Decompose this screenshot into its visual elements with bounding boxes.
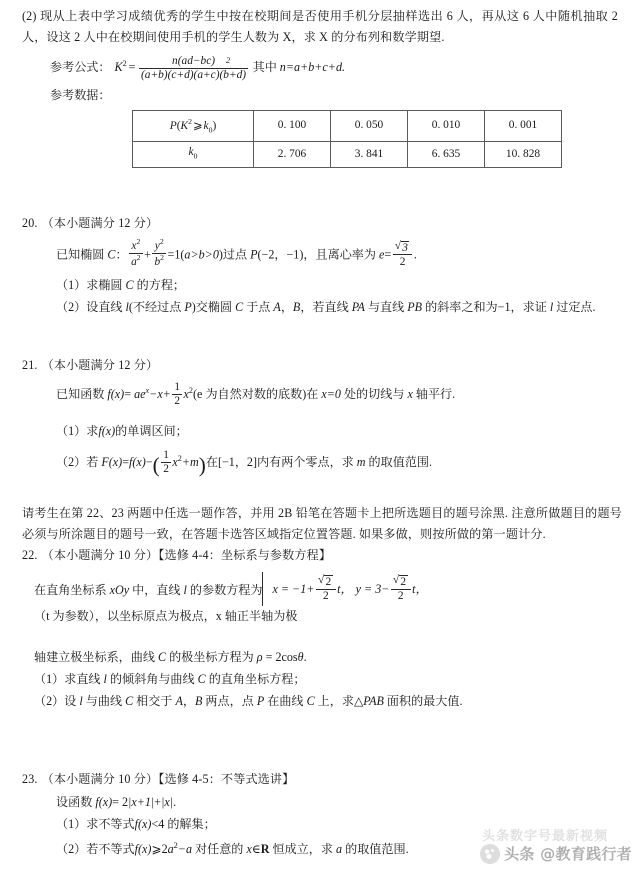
q22-param-note: （t 为参数） [34,609,95,623]
q22-parametric-system [262,572,427,606]
q20-item2-t6: ，若直线 [300,300,352,314]
q22-item2-t6: 在曲线 [264,694,307,708]
q20-ellipse-name: C [107,247,116,262]
reference-formula-label: 参考公式： [50,60,111,75]
q21-exp-power: x [145,386,150,395]
q20-point-coords: (−2，−1) [257,247,304,262]
q21-item1-t2: 的单调区间； [115,424,188,438]
q23-equals-2: = 2 [112,795,129,809]
q22-item2-triangle-pab: PAB [363,694,384,708]
q21-item2-f: f [129,455,133,470]
q22-header [22,546,331,565]
q20-item2-t2: (不经过点 [128,300,185,314]
q20-fraction-x2-a2: $\frac{x^2}{a^2}$ [131,237,141,268]
q22-item2-t1: （2）设 [34,694,80,708]
q23-function-arg: (x) [98,795,113,809]
table-cell: 0. 010 [408,111,485,142]
q20-item2-t4: 于点 [243,300,274,314]
formula-fraction [139,55,248,82]
q22-param-row-y [355,575,428,603]
q22-item-1 [34,668,306,690]
q21-function-arg: (x) [110,387,125,402]
q20-ecc-equals: = [384,247,392,262]
q21-item2-t4: 的取值范围. [365,455,433,470]
q21-minus-x: −x+ [149,387,171,402]
formula-note-prefix: 其中 [252,60,277,75]
q20-period: . [413,247,417,262]
q20-item2-point-p: P [184,300,192,314]
q20-item2-t5: ， [280,300,293,314]
q20-item2-t7: 与直线 [364,300,408,314]
q20-close-paren: ) [218,247,223,262]
formula-k: $K^2$ [114,59,127,75]
q21-item-1 [56,420,188,442]
formula-numerator-exponent: 2 [226,56,231,65]
q21-coefficient-a: a [134,387,141,402]
q21-item2-t3: 内有两个零点，求 [257,455,357,470]
q20-fraction-y2-b2: $\frac{y^2}{b^2}$ [154,237,164,268]
q22-item2-point-p: P [256,694,265,708]
q23-item2-in: ∈ [251,842,261,857]
table-cell: 0. 001 [485,111,562,142]
q23-tag: 【选修 4-5：不等式选讲】 [158,772,295,786]
q21-item2-interval: [−1，2] [217,455,258,470]
q20-score: （本小题满分 12 分） [41,216,159,230]
q23-item2-a-squared: $a^2$ [167,841,178,857]
q21-item1-f: f [98,424,102,438]
q21-item2-x-power: 2 [177,454,182,463]
q21-e-note: (e 为自然对数的底数) [193,387,307,402]
q21-x-squared: $x^2$ [183,386,194,402]
q23-item2-t1: （2）若不等式 [56,842,135,857]
q21-function-f: f [107,387,111,402]
table-cell: 2. 706 [254,142,331,168]
q22-coord-system: xOy [109,583,130,597]
q20-plus: + [144,247,151,262]
q21-item2-t2: 在 [205,455,218,470]
q20-header [22,214,158,233]
q23-stem-t2: . [173,795,177,809]
q20-condition: a>b>0 [184,247,219,262]
q20-item-1 [56,274,185,296]
q21-score: （本小题满分 12 分） [41,358,159,372]
q22-number: 22. [22,548,38,562]
q23-score: （本小题满分 10 分） [41,772,159,786]
watermark-ghost-text: 头条数字号最新视频 [481,829,608,844]
q23-item2-t3: 恒成立，求 [269,842,337,857]
q21-at-x0: x=0 [321,387,341,402]
q21-stem-t1: 已知函数 [56,387,108,402]
table-row-header-k0: $k_0$ [133,142,254,168]
q21-item1-t1: （1）求 [56,424,99,438]
q20-item2-t8: 的斜率之和为−1，求证 [422,300,550,314]
q21-half-fraction [172,381,182,408]
q22-item2-t4: ， [182,694,195,708]
table-row [133,111,562,142]
q21-half-den: 2 [174,395,181,408]
reference-formula-line [50,55,610,82]
q21-x-power: 2 [188,386,194,395]
q21-stem-t3: 处的切线与 [340,387,408,402]
q22-stem-t1: 在直角坐标系 [34,583,110,597]
q23-item2-a-power: 2 [173,841,178,850]
q23-item1-lt: <4 [151,817,165,831]
q22-stem-line2 [34,646,634,668]
q20-equals-one: =1( [167,247,185,262]
q22-stem-t7: . [303,650,307,664]
reference-data-table-wrapper [132,110,562,168]
q21-item2-x-squared: $x^2$ [172,454,182,470]
q23-item1-f: f [134,817,138,831]
q21-item2-bigF: F [101,455,109,470]
q20-item2-point-a: A [273,300,281,314]
q22-theta: θ [297,650,304,664]
q21-item2-half-fraction [161,449,171,476]
formula-note: n=a+b+c+d. [279,60,346,75]
q22-item2-point-b: B [195,694,203,708]
watermark-text: 头条 @教育践行者 [504,845,632,863]
q21-item2-t1: （2）若 [56,455,102,470]
q22-item2-curve-c: C [125,694,134,708]
q23-header [22,770,294,789]
q22-param-y-fraction [391,575,411,603]
q22-line-l: l [183,583,187,597]
q20-stem [56,238,616,268]
q21-header [22,356,158,375]
q23-stem-t1: 设函数 [56,795,96,809]
formula-equals: = [128,60,136,75]
q22-param-y-radicand: 2 [400,575,407,588]
q22-rho: ρ [256,650,263,664]
q23-number: 23. [22,772,38,786]
q22-param-x-post: t， [337,582,353,596]
q20-item2-curve-c: C [235,300,244,314]
q22-item2-point-a: A [175,694,183,708]
q22-item-2 [34,690,614,712]
q20-item2-line-l2: l [549,300,554,314]
q20-item2-t3: )交椭圆 [191,300,236,314]
q23-item-1 [56,813,216,835]
q23-item1-t1: （1）求不等式 [56,817,135,831]
q20-item-2 [56,296,626,318]
q23-plus: + [154,795,162,809]
q22-stem-line1 [34,572,638,624]
q22-param-y-den: 2 [397,590,404,603]
q23-item2-var-x: x [246,842,252,857]
q21-item2-minus: − [145,455,153,470]
q22-stem-t5: 轴建立极坐标系，曲线 [34,650,158,664]
q22-score: （本小题满分 10 分） [41,548,159,562]
formula-numerator: n(ad−bc) [139,55,248,69]
q19-part2-paragraph [22,6,618,47]
q21-item2-half-den: 2 [163,463,169,476]
q21-item2-eq: = [122,455,130,470]
q22-item2-t8: 面积的最大值. [383,694,463,708]
q20-through: 过点 [222,247,248,262]
q21-stem-t2: 在 [306,387,322,402]
q20-point-label: P [250,247,258,262]
q22-item1-curve-c: C [197,672,206,686]
q22-item2-line-l: l [79,694,83,708]
q23-item-2 [56,835,616,860]
q22-item2-curve-c2: C [306,694,315,708]
q22-item1-t1: （1）求直线 [34,672,104,686]
table-cell: 0. 100 [254,111,331,142]
q20-item1-suffix: 的方程； [133,278,186,292]
q23-function-f: f [95,795,99,809]
q20-item2-point-b: B [292,300,301,314]
table-cell: 3. 841 [331,142,408,168]
q21-item1-fx: (x) [101,424,116,438]
q20-ecc-text: 且离心率为 [315,247,376,262]
q23-item2-t4: 的取值范围. [342,842,409,857]
q20-item2-line-l: l [125,300,129,314]
q23-item2-reals: R [260,842,270,857]
q23-item2-f: f [134,842,138,857]
q23-item2-fx: (x) [138,842,152,857]
q21-item2-fx: (x) [132,455,146,470]
q22-param-y-pre: y = 3− [355,582,390,596]
table-row [133,142,562,168]
q21-exp-term: $e^x$ [140,386,150,402]
q21-item2-half-num: 1 [163,449,169,461]
q22-item2-t7: 上，求△ [314,694,364,708]
q20-ecc-denominator: 2 [399,255,406,268]
q22-item2-t2: 与曲线 [82,694,126,708]
q23-abs-x-plus-1: |x+1| [128,795,155,809]
q22-stem-t4: ，以坐标原点为极点，x 轴正半轴为极 [94,609,298,623]
q22-param-x-fraction [316,575,336,603]
table-cell: 10. 828 [485,142,562,168]
q20-stem-pre: 已知椭圆 [56,247,105,262]
q22-rho-equation: = 2cos [262,650,298,664]
table-cell: 6. 635 [408,142,485,168]
q20-item2-line-pb: PB [407,300,423,314]
q23-item1-t2: 的解集； [164,817,216,831]
q20-number: 20. [22,216,38,230]
q20-item1-curve: C [125,278,134,292]
q21-stem [56,380,626,408]
q23-stem [56,791,176,813]
q22-param-x-den: 2 [322,590,329,603]
q21-stem-t4: 轴平行. [412,387,456,402]
q23-item2-t2: 对任意的 [192,842,247,857]
q20-ecc-symbol: e [378,247,385,262]
q23-item2-param-a: a [336,842,343,857]
q21-x-axis: x [407,387,413,402]
q19-part2-text: (2) 现从上表中学习成绩优秀的学生中按在校期间是否使用手机分层抽样选出 6 人，再从这 6 人中随机抽取 2 人，设这 2 人中在校期间使用手机的学生人数为 X，求 X 的分布列和数学期望. [22,9,618,44]
q22-stem-t6: 的极坐标方程为 [166,650,257,664]
q23-item2-ge: ⩾2 [151,842,168,857]
formula-k-exponent: 2 [122,59,127,69]
q21-item2-right-paren: ) [198,453,206,478]
q22-item1-t2: 的倾斜角与曲线 [106,672,198,686]
formula-denominator: (a+b)(c+d)(a+c)(b+d) [141,69,247,82]
q22-param-x-pre: x = −1+ [272,582,315,596]
q22-stem-t2: 中，直线 [129,583,184,597]
q22-item2-t3: 相交于 [133,694,176,708]
q22-param-y-post: t， [412,582,428,596]
q22-stem-t3: 的参数方程为 [186,583,263,597]
q20-colon: ： [115,247,128,262]
table-row-header-probability: $P(K^2⩾k_0)$ [133,111,254,142]
optional-questions-notice-text: 请考生在第 22、23 两题中任选一题作答，并用 2B 铅笔在答题卡上把所选题目的题号涂黑. 注意所做题目的题号必须与所涂题目的题号一致，在答题卡选答区域指定位置答题. 如果多做，则按所做的第一题计分. [22,506,622,541]
q22-item1-line-l: l [103,672,107,686]
q21-number: 21. [22,358,38,372]
q20-ecc-radicand: 3 [402,241,408,254]
q23-item2-minus-a: −a [177,842,192,857]
reference-data-table [132,110,562,168]
q21-item2-plus-m: +m [181,455,199,470]
q23-item1-fx: (x) [138,817,152,831]
q22-curve-c: C [157,650,167,664]
q22-param-row-x [272,575,355,603]
q21-equals: = [124,387,135,402]
q20-item1-prefix: （1）求椭圆 [56,278,126,292]
q21-item-2 [56,448,626,476]
table-cell: 0. 050 [331,111,408,142]
q20-item2-t1: （2）设直线 [56,300,126,314]
system-brace [262,572,270,606]
q23-abs-x: |x| [161,795,174,809]
optional-questions-notice [22,503,622,544]
q21-item2-Fx: (x) [108,455,123,470]
reference-data-label: 参考数据： [50,88,111,102]
q20-item2-t9: 过定点. [553,300,596,314]
q20-item2-line-pa: PA [351,300,365,314]
q21-half-num: 1 [174,381,181,393]
q22-item1-t3: 的直角坐标方程； [205,672,306,686]
q20-comma: ， [303,247,316,262]
q20-ecc-fraction [393,241,413,269]
q21-item2-param-m: m [356,455,366,470]
q22-item2-t5: 两点，点 [202,694,257,708]
q21-item2-left-paren: ( [152,453,160,478]
q22-tag: 【选修 4-4：坐标系与参数方程】 [158,548,332,562]
q22-param-x-radicand: 2 [325,575,332,588]
